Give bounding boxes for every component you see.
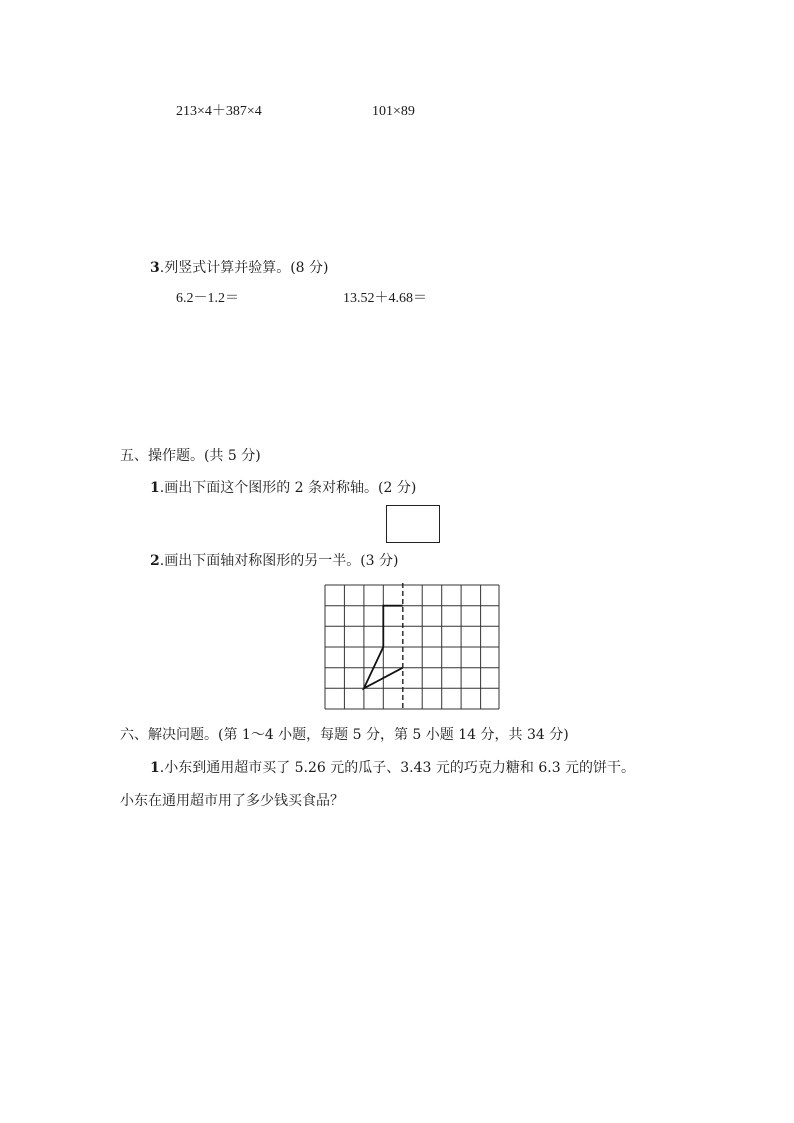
- section-5-q2-text: .画出下面轴对称图形的另一半。(3 分): [159, 553, 399, 569]
- section-6-heading: 六、解决问题。(第 1～4 小题，每题 5 分，第 5 小题 14 分，共 34 分): [120, 727, 569, 743]
- section-6-q1-line-1: .小东到通用超市买了 5.26 元的瓜子、3.43 元的巧克力糖和 6.3 元的饼干。: [159, 760, 636, 776]
- question-3-number: 3: [150, 260, 160, 276]
- grid-lines: [325, 585, 499, 709]
- section-6-q1-number: 1: [150, 760, 160, 776]
- section-5-heading: 五、操作题。(共 5 分): [120, 448, 261, 464]
- section-6-question-1: [150, 759, 635, 777]
- section-5-q1-text: .画出下面这个图形的 2 条对称轴。(2 分): [159, 480, 417, 496]
- question-3-prompt: [150, 259, 328, 277]
- section-6-question-1-line-2: 小东在通用超市用了多少钱买食品？: [120, 793, 344, 809]
- section-5-question-1: [150, 479, 416, 497]
- symmetry-grid-figure: [323, 583, 501, 711]
- calc-expression-1: 213×4＋387×4: [176, 104, 262, 119]
- calc-expression-2: 101×89: [372, 104, 415, 119]
- q3-expression-2: 13.52＋4.68＝: [343, 291, 427, 306]
- section-5-question-2: [150, 552, 398, 570]
- question-3-text: .列竖式计算并验算。(8 分): [159, 260, 329, 276]
- rectangle-figure: [386, 505, 440, 543]
- section-5-q2-number: 2: [150, 553, 160, 569]
- q3-expression-1: 6.2－1.2＝: [176, 291, 239, 306]
- section-5-q1-number: 1: [150, 480, 160, 496]
